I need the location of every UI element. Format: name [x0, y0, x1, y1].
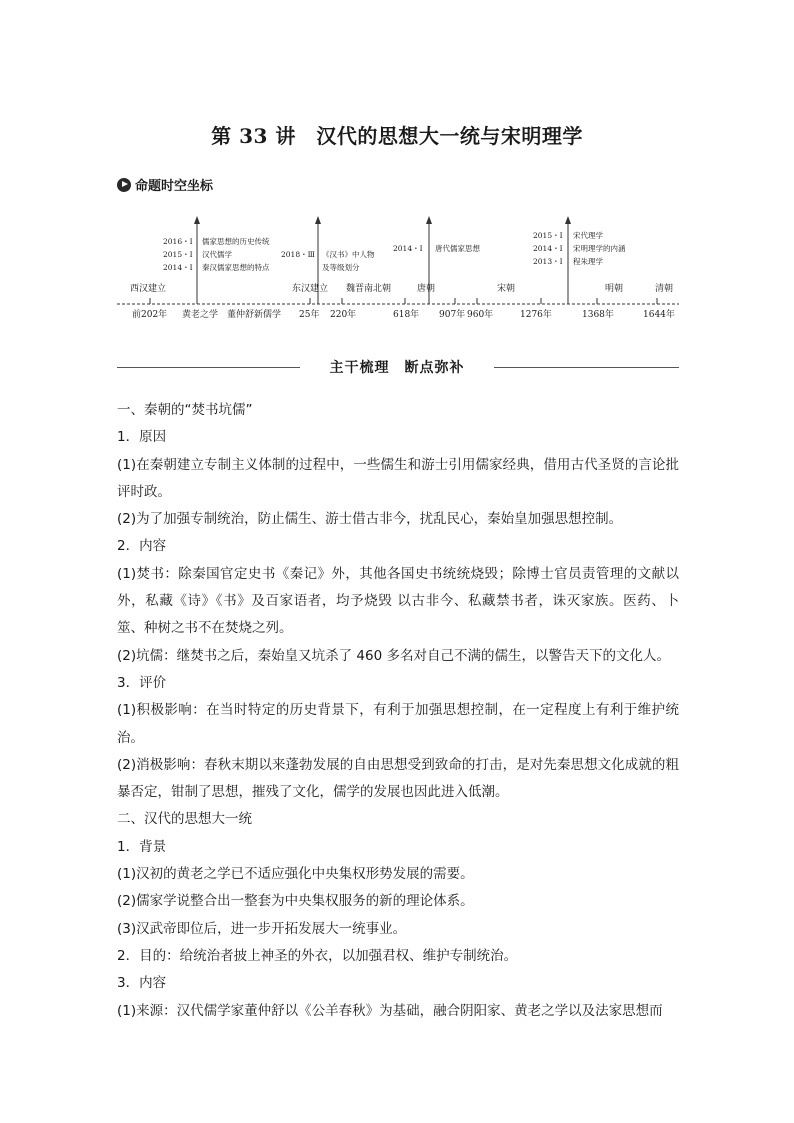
year-label: 220年: [330, 310, 357, 320]
subheading: 1．背景: [117, 838, 167, 855]
paragraph: (1)焚书：除秦国官定史书《秦记》外，其他各国史书统统烧毁；除博士官员责管理的文献以外，私藏《诗》《书》及百家语者，均予烧毁 以古非今、私藏禁书者，诛灭家族。医药、卜筮、种树之书不在焚烧之列。: [117, 565, 679, 637]
heading-han: 二、汉代的思想大一统: [117, 811, 252, 828]
era-label: 唐朝: [417, 284, 436, 294]
arrow-tang-head: [426, 216, 432, 224]
timeline: [0, 0, 794, 330]
topic-label: 秦汉儒家思想的特点: [202, 263, 270, 272]
divider-right: [494, 367, 679, 368]
paragraph: (1)积极影响：在当时特定的历史背景下，有利于加强思想控制，在一定程度上有利于维护统治。: [117, 702, 679, 746]
era-label: 明朝: [605, 284, 624, 294]
exam-label: 2018・Ⅲ: [281, 250, 315, 259]
subheading: 3．内容: [117, 975, 167, 992]
year-label: 1644年: [643, 310, 675, 320]
paragraph: (3)汉武帝即位后，进一步开拓发展大一统事业。: [117, 920, 407, 937]
section-heading-label: 命题时空坐标: [135, 179, 214, 194]
exam-label: 2016・Ⅰ: [163, 237, 193, 246]
subheading: 1．原因: [117, 429, 167, 446]
timeline-axis: [0, 0, 794, 330]
arrow-mid-head: [315, 216, 321, 224]
topic-label: 程朱理学: [573, 257, 603, 266]
topic-label: 儒家思想的历史传统: [202, 237, 270, 246]
page-title: 第 33 讲 汉代的思想大一统与宋明理学: [211, 124, 583, 148]
paragraph: (1)在秦朝建立专制主义体制的过程中，一些儒生和游士引用儒家经典，借用古代圣贤的言论批评时政。: [117, 456, 679, 500]
main-content: [117, 397, 679, 1025]
paragraph: (1)来源：汉代儒学家董仲舒以《公羊春秋》为基础，融合阴阳家、黄老之学以及法家思想而: [117, 1002, 663, 1019]
year-label: 黄老之学: [182, 310, 219, 320]
section-divider-title: 主干梳理 断点弥补: [329, 360, 465, 376]
paragraph: (2)消极影响：春秋末期以来蓬勃发展的自由思想受到致命的打击，是对先秦思想文化成就的粗暴否定，钳制了思想，摧残了文化，儒学的发展也因此进入低潮。: [117, 756, 679, 801]
paragraph: (1)汉初的黄老之学已不适应强化中央集权形势发展的需要。: [117, 866, 474, 883]
subheading: 2．内容: [117, 538, 167, 555]
topic-label: 宋代理学: [573, 231, 603, 240]
topic-label: 《汉书》中人物: [322, 250, 375, 259]
topic-label: 及等级划分: [322, 263, 360, 272]
era-label: 魏晋南北朝: [346, 284, 392, 294]
exam-label: 2014・Ⅰ: [163, 263, 193, 272]
topic-label: 唐代儒家思想: [435, 244, 480, 253]
topic-label: 汉代儒学: [202, 250, 232, 259]
year-label: 618年: [393, 310, 420, 320]
subheading: 3．评价: [117, 674, 167, 691]
year-label: 907年: [439, 310, 466, 320]
exam-label: 2014・Ⅰ: [533, 244, 563, 253]
arrow-right-head: [565, 216, 571, 224]
year-label: 1368年: [582, 310, 614, 320]
paragraph: (2)为了加强专制统治，防止儒生、游士借古非今，扰乱民心，秦始皇加强思想控制。: [117, 511, 623, 528]
year-label: 1276年: [520, 310, 552, 320]
exam-label: 2013・Ⅰ: [533, 257, 563, 266]
year-label: 25年: [299, 310, 320, 320]
arrow-left-head: [194, 216, 200, 224]
year-label: 董仲舒新儒学: [227, 310, 282, 320]
year-label: 前202年: [132, 310, 168, 320]
year-label: 960年: [467, 310, 494, 320]
paragraph: (2)坑儒：继焚书之后，秦始皇又坑杀了 460 多名对自己不满的儒生，以警告天下的文化人。: [117, 647, 670, 664]
paragraph: (2)儒家学说整合出一整套为中央集权服务的新的理论体系。: [117, 893, 474, 910]
era-label: 宋朝: [497, 284, 516, 294]
exam-label: 2014・Ⅰ: [393, 244, 423, 253]
exam-label: 2015・Ⅰ: [533, 231, 563, 240]
exam-label: 2015・Ⅰ: [163, 250, 193, 259]
heading-qin: 一、秦朝的“焚书坑儒”: [117, 402, 253, 418]
topic-label: 宋明理学的内涵: [573, 244, 626, 253]
paragraph: 2．目的：给统治者披上神圣的外衣，以加强君权、维护专制统治。: [117, 947, 518, 964]
era-label: 清朝: [655, 284, 674, 294]
era-label: 东汉建立: [292, 284, 329, 294]
era-label: 西汉建立: [130, 284, 167, 294]
